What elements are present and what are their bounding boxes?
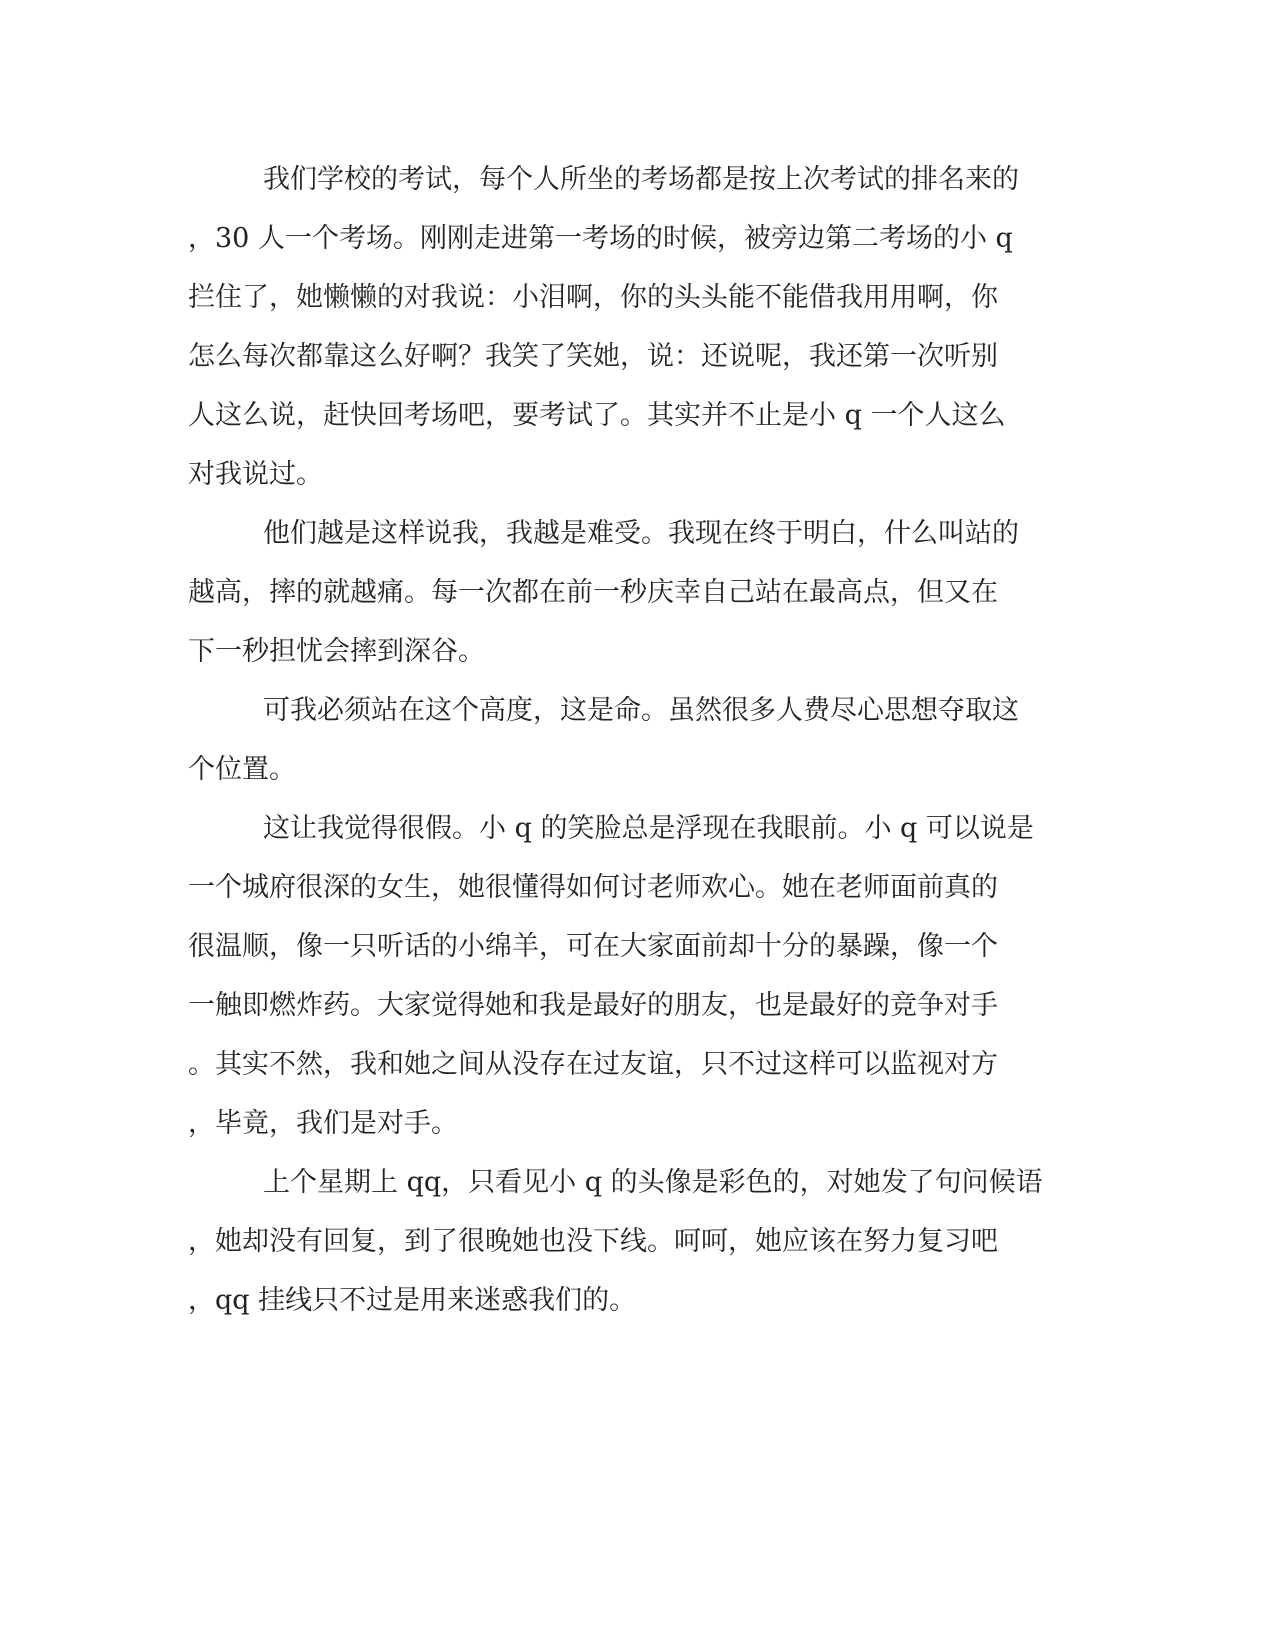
paragraph-1-line-5: 人这么说，赶快回考场吧，要考试了。其实并不止是小 q 一个人这么	[188, 400, 1006, 431]
paragraph-2-line-3: 下一秒担忧会摔到深谷。	[188, 636, 485, 667]
paragraph-5-line-1: 上个星期上 qq，只看见小 q 的头像是彩色的，对她发了句问候语	[263, 1167, 1043, 1198]
paragraph-4-line-4: 一触即燃炸药。大家觉得她和我是最好的朋友，也是最好的竞争对手	[188, 990, 998, 1021]
paragraph-1-line-6: 对我说过。	[188, 459, 323, 490]
paragraph-5-line-3: ，qq 挂线只不过是用来迷惑我们的。	[188, 1285, 637, 1316]
paragraph-1-line-4: 怎么每次都靠这么好啊？我笑了笑她，说：还说呢，我还第一次听别	[188, 341, 998, 372]
paragraph-1-line-2: ，30 人一个考场。刚刚走进第一考场的时候，被旁边第二考场的小 q	[188, 223, 1013, 254]
paragraph-2-line-1: 他们越是这样说我，我越是难受。我现在终于明白，什么叫站的	[263, 518, 1019, 549]
paragraph-4-line-5: 。其实不然，我和她之间从没存在过友谊，只不过这样可以监视对方	[188, 1049, 998, 1080]
paragraph-2-line-2: 越高，摔的就越痛。每一次都在前一秒庆幸自己站在最高点，但又在	[188, 577, 998, 608]
paragraph-5-line-2: ，她却没有回复，到了很晚她也没下线。呵呵，她应该在努力复习吧	[188, 1226, 998, 1257]
paragraph-1-line-3: 拦住了，她懒懒的对我说：小泪啊，你的头头能不能借我用用啊，你	[188, 282, 998, 313]
paragraph-1-line-1: 我们学校的考试，每个人所坐的考场都是按上次考试的排名来的	[263, 164, 1019, 195]
paragraph-4-line-6: ，毕竟，我们是对手。	[188, 1108, 458, 1139]
paragraph-4-line-2: 一个城府很深的女生，她很懂得如何讨老师欢心。她在老师面前真的	[188, 872, 998, 903]
paragraph-3-line-2: 个位置。	[188, 754, 296, 785]
paragraph-4-line-3: 很温顺，像一只听话的小绵羊，可在大家面前却十分的暴躁，像一个	[188, 931, 998, 962]
paragraph-3-line-1: 可我必须站在这个高度，这是命。虽然很多人费尽心思想夺取这	[263, 695, 1019, 726]
paragraph-4-line-1: 这让我觉得很假。小 q 的笑脸总是浮现在我眼前。小 q 可以说是	[263, 813, 1034, 844]
